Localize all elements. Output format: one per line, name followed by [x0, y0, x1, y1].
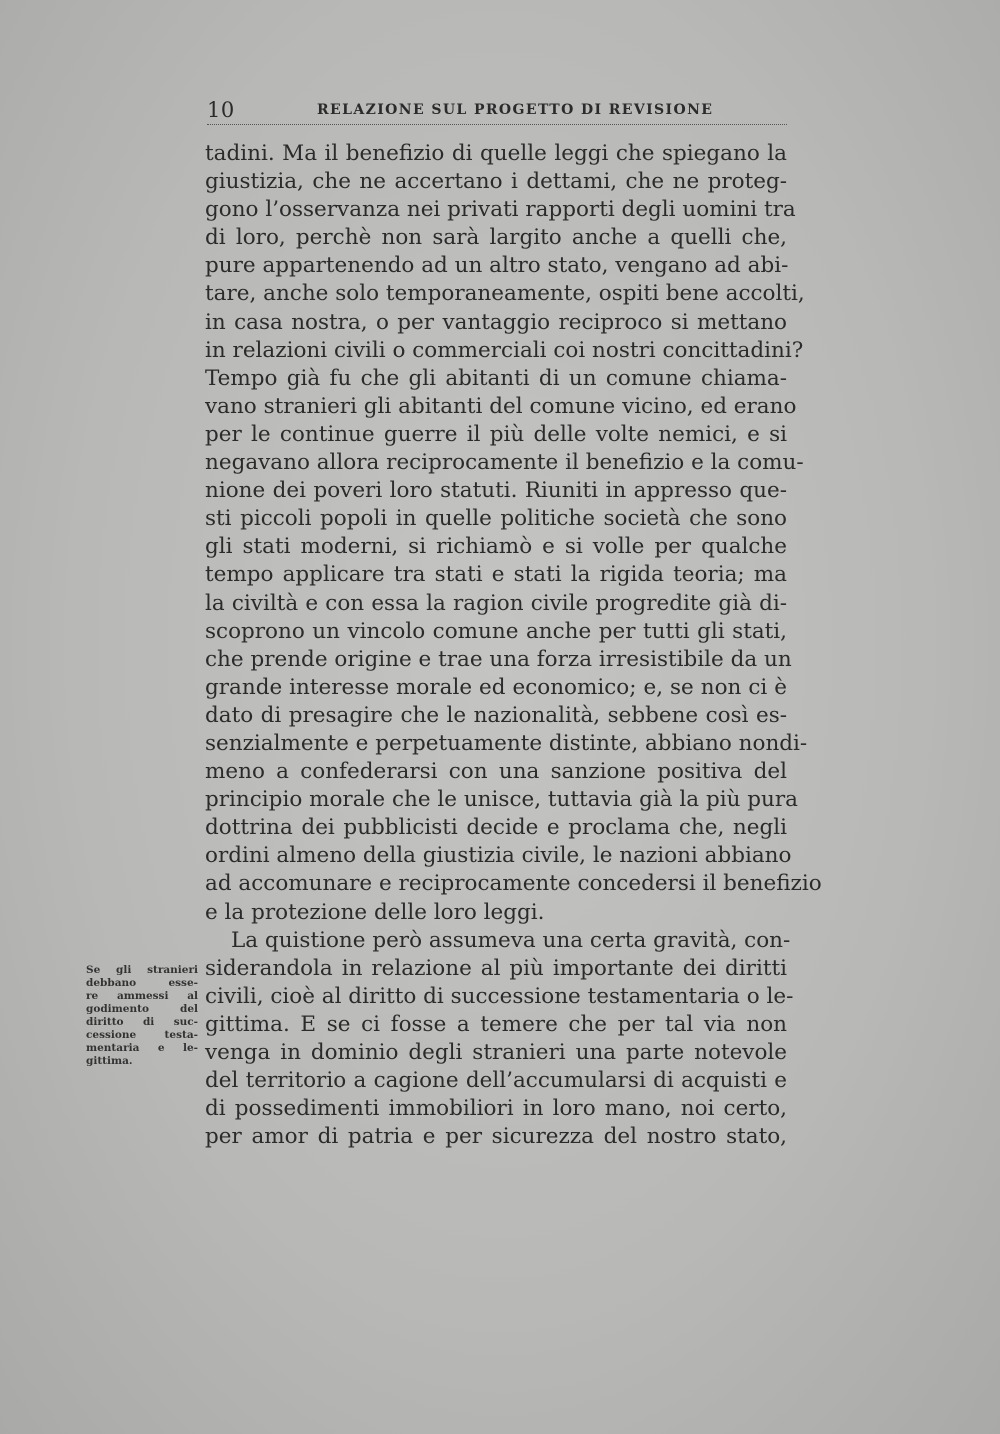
text-line: dato di presagire che le nazionalità, sebbene così es-	[205, 702, 787, 728]
margin-note-line: godimento del	[86, 1003, 198, 1015]
text-line: venga in dominio degli stranieri una parte notevole	[205, 1040, 787, 1065]
text-line: dottrina dei pubblicisti decide e proclama che, negli	[205, 815, 787, 841]
text-line: pure appartenendo ad un altro stato, vengano ad abi-	[205, 253, 789, 279]
text-line: scoprono un vincolo comune anche per tutti gli stati,	[205, 618, 787, 644]
margin-note-line: gittima.	[86, 1055, 133, 1067]
text-line: e la protezione delle loro leggi.	[205, 899, 545, 925]
margin-note-line: re ammessi al	[86, 990, 198, 1002]
body-text	[205, 140, 822, 1151]
text-line: giustizia, che ne accertano i dettami, che ne proteg-	[205, 169, 787, 195]
margin-note-line: cessione testa-	[86, 1029, 198, 1041]
text-line: tempo applicare tra stati e stati la rigida teoria; ma	[205, 562, 787, 588]
text-line: principio morale che le unisce, tuttavia già la più pura	[205, 787, 798, 813]
margin-note-line: diritto di suc-	[86, 1016, 198, 1028]
text-line: in casa nostra, o per vantaggio reciproco si mettano	[205, 309, 787, 335]
text-line: sti piccoli popoli in quelle politiche società che sono	[205, 506, 787, 532]
text-line: La quistione però assumeva una certa gravità, con-	[231, 927, 791, 953]
text-line: di loro, perchè non sarà largito anche a quelli che,	[205, 225, 787, 251]
text-line: di possedimenti immobiliori in loro mano, noi certo,	[205, 1096, 787, 1122]
text-line: tare, anche solo temporaneamente, ospiti bene accolti,	[205, 281, 805, 307]
text-line: tadini. Ma il benefizio di quelle leggi che spiegano la	[205, 141, 787, 166]
text-line: grande interesse morale ed economico; e, se non ci è	[205, 674, 787, 700]
page-number: 10	[207, 98, 235, 122]
text-line: ordini almeno della giustizia civile, le nazioni abbiano	[205, 843, 792, 869]
text-line: civili, cioè al diritto di successione testamentaria o le-	[205, 983, 794, 1009]
text-line: senzialmente e perpetuamente distinte, abbiano nondi-	[205, 730, 808, 756]
text-line: siderandola in relazione al più importante dei diritti	[205, 955, 787, 981]
text-line: che prende origine e trae una forza irresistibile da un	[205, 646, 792, 672]
text-line: Tempo già fu che gli abitanti di un comune chiama-	[205, 365, 787, 391]
running-title: RELAZIONE SUL PROGETTO DI REVISIONE	[317, 102, 714, 118]
margin-note-line: Se gli stranieri	[86, 964, 198, 976]
text-line: vano stranieri gli abitanti del comune vicino, ed erano	[205, 393, 797, 419]
text-line: per le continue guerre il più delle volte nemici, e si	[205, 421, 787, 447]
text-line: la civiltà e con essa la ragion civile progredite già di-	[205, 590, 787, 616]
text-line: del territorio a cagione dell’accumularsi di acquisti e	[205, 1068, 787, 1094]
text-line: in relazioni civili o commerciali coi nostri concittadini?	[205, 337, 804, 363]
margin-note	[86, 964, 198, 1068]
text-line: meno a confederarsi con una sanzione positiva del	[205, 759, 787, 785]
text-line: gono l’osservanza nei privati rapporti degli uomini tra	[205, 197, 796, 223]
text-line: nione dei poveri loro statuti. Riuniti in appresso que-	[205, 478, 787, 504]
text-line: gittima. E se ci fosse a temere che per tal via non	[205, 1011, 787, 1037]
running-head	[207, 98, 787, 125]
margin-note-line: mentaria e le-	[86, 1042, 198, 1054]
text-line: ad accomunare e reciprocamente concedersi il benefizio	[205, 871, 822, 897]
text-line: negavano allora reciprocamente il benefizio e la comu-	[205, 450, 804, 476]
text-line: per amor di patria e per sicurezza del nostro stato,	[205, 1124, 787, 1150]
text-line: gli stati moderni, si richiamò e si volle per qualche	[205, 534, 787, 560]
margin-note-line: debbano esse-	[86, 977, 198, 989]
